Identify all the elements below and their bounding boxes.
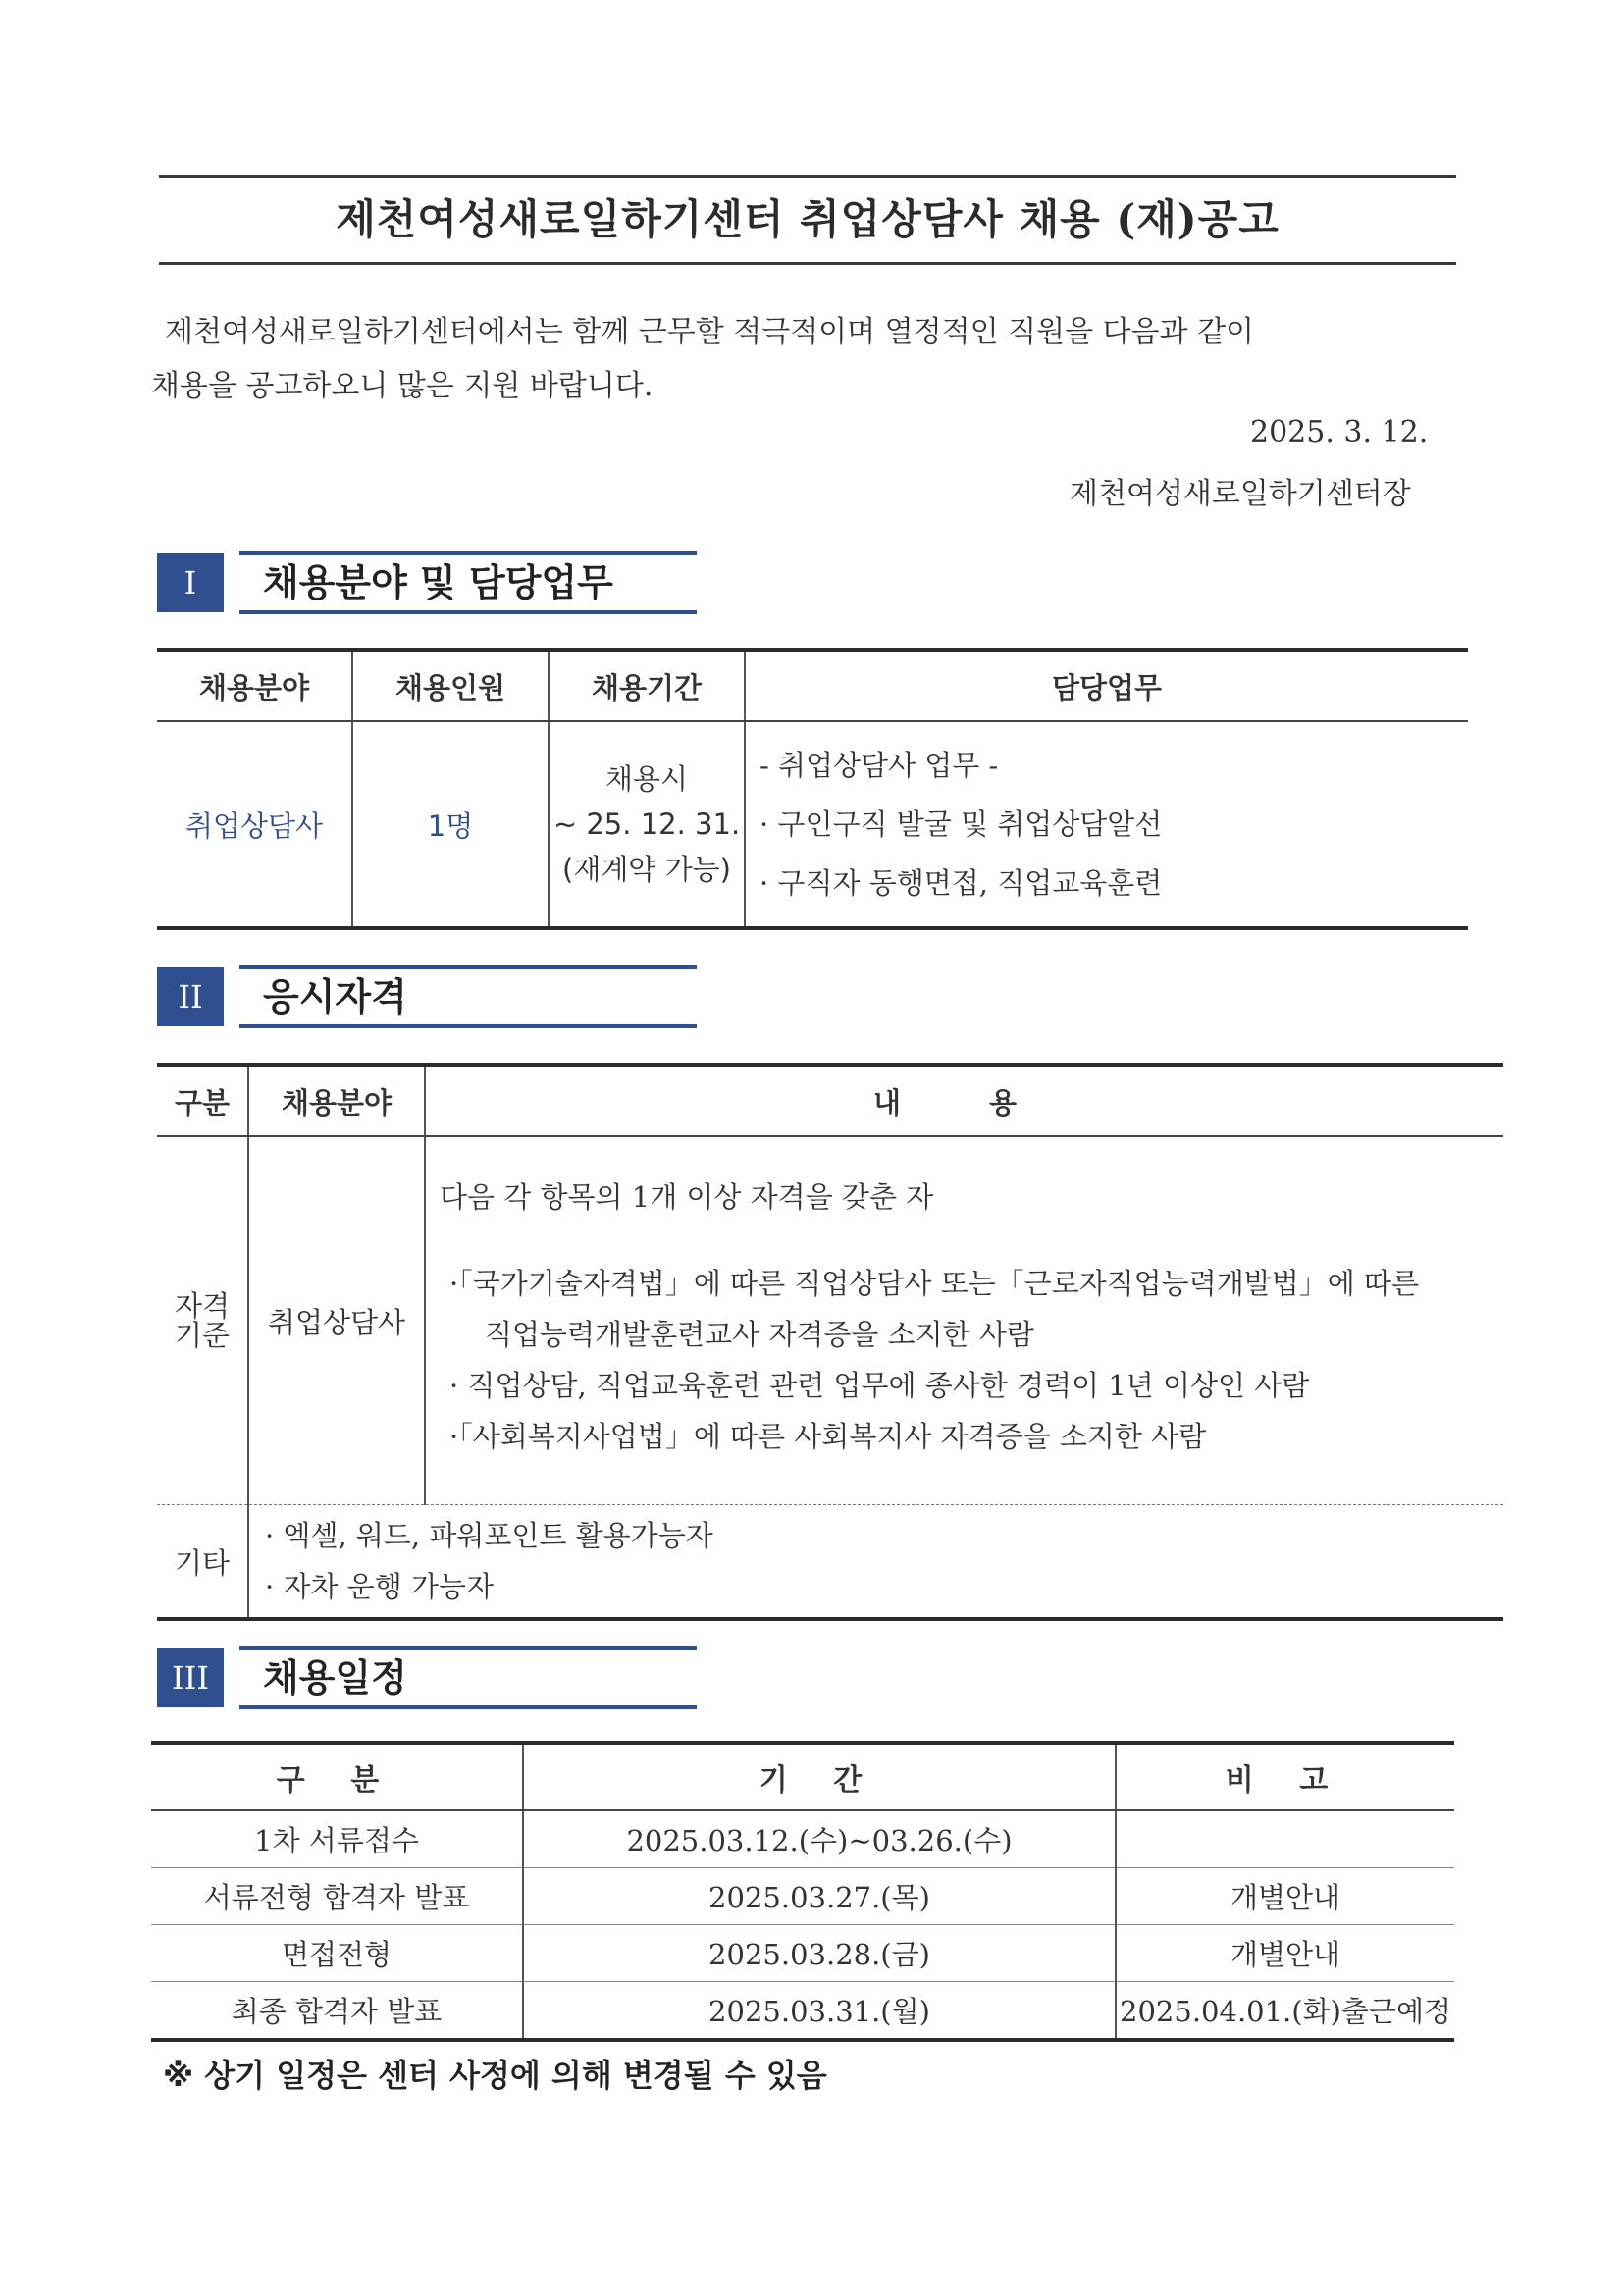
signer: 제천여성새로일하기센터장	[1070, 477, 1411, 511]
header-period: 기 간	[523, 1743, 1116, 1810]
position-table	[157, 648, 1468, 930]
duty-line: · 구직자 동행면접, 직업교육훈련	[759, 866, 1163, 900]
header-field: 채용분야	[157, 650, 352, 721]
section-3-title: 채용일정	[239, 1646, 697, 1709]
period-cell: 2025.03.31.(월)	[523, 1982, 1116, 2041]
page-title: 제천여성새로일하기센터 취업상담사 채용 (재)공고	[336, 195, 1280, 243]
note-cell	[1116, 1810, 1454, 1868]
period-line: (재계약 가능)	[562, 853, 731, 886]
qualification-content	[425, 1136, 1503, 1505]
table-row	[151, 1868, 1454, 1925]
schedule-table	[151, 1741, 1454, 2042]
intro-line-1: 제천여성새로일하기센터에서는 함께 근무할 적극적이며 열정적인 직원을 다음과 같이	[165, 315, 1255, 349]
other-content	[248, 1505, 1503, 1620]
duty-line: · 구인구직 발굴 및 취업상담알선	[759, 808, 1163, 841]
qualification-item: ·「국가기술자격법」에 따른 직업상담사 또는「근로자직업능력개발법」에 따른	[449, 1267, 1420, 1300]
header-duty: 담당업무	[745, 650, 1468, 721]
other-item: · 자차 운행 가능자	[265, 1570, 494, 1603]
header-period: 채용기간	[549, 650, 745, 721]
section-1-title: 채용분야 및 담당업무	[239, 551, 697, 614]
qualification-lead: 다음 각 항목의 1개 이상 자격을 갖춘 자	[440, 1180, 934, 1214]
qualification-item: 직업능력개발훈련교사 자격증을 소지한 사람	[485, 1318, 1034, 1351]
header-note: 비 고	[1116, 1743, 1454, 1810]
intro-line-2: 채용을 공고하오니 많은 지원 바랍니다.	[151, 369, 654, 403]
period-cell: 2025.03.27.(목)	[523, 1868, 1116, 1925]
header-category: 구분	[157, 1065, 248, 1136]
note-cell: 개별안내	[1116, 1925, 1454, 1982]
section-2-number: II	[157, 967, 224, 1026]
announcement-date: 2025. 3. 12.	[1250, 415, 1429, 449]
stage-cell: 1차 서류접수	[151, 1810, 523, 1868]
note-cell: 개별안내	[1116, 1868, 1454, 1925]
stage-cell: 최종 합격자 발표	[231, 1995, 443, 2028]
header-field: 채용분야	[248, 1065, 425, 1136]
header-content: 내 용	[425, 1065, 1503, 1136]
period-line: 채용시	[604, 762, 689, 796]
other-label: 기타	[174, 1545, 231, 1580]
stage-cell: 서류전형 합격자 발표	[151, 1868, 523, 1925]
field-value: 취업상담사	[184, 809, 324, 843]
other-item: · 엑셀, 워드, 파워포인트 활용가능자	[265, 1519, 713, 1552]
section-3-number: III	[157, 1648, 224, 1707]
count-value: 1명	[352, 721, 549, 928]
period-cell: 2025.03.12.(수)~03.26.(수)	[523, 1810, 1116, 1868]
table-row	[151, 1982, 1454, 2041]
qualification-field: 취업상담사	[248, 1136, 425, 1505]
title-box	[159, 175, 1456, 265]
qualification-item: · 직업상담, 직업교육훈련 관련 업무에 종사한 경력이 1년 이상인 사람	[449, 1369, 1310, 1402]
table-row	[151, 1810, 1454, 1868]
header-stage: 구 분	[151, 1743, 523, 1810]
footnote: ※ 상기 일정은 센터 사정에 의해 변경될 수 있음	[163, 2057, 827, 2094]
note-cell: 2025.04.01.(화)출근예정	[1116, 1982, 1454, 2041]
table-row	[151, 1925, 1454, 1982]
qualification-table	[157, 1063, 1503, 1621]
duty-line: - 취업상담사 업무 -	[759, 749, 999, 782]
period-cell: 2025.03.28.(금)	[523, 1925, 1116, 1982]
qualification-item: ·「사회복지사업법」에 따른 사회복지사 자격증을 소지한 사람	[449, 1420, 1207, 1453]
qualification-category: 자격 기준	[157, 1136, 248, 1505]
section-1-number: I	[157, 553, 224, 612]
header-count: 채용인원	[352, 650, 549, 721]
section-2-title: 응시자격	[239, 965, 697, 1028]
period-value	[549, 721, 745, 928]
period-line: ~ 25. 12. 31.	[552, 808, 741, 841]
duty-value	[745, 721, 1468, 928]
stage-cell: 면접전형	[151, 1925, 523, 1982]
